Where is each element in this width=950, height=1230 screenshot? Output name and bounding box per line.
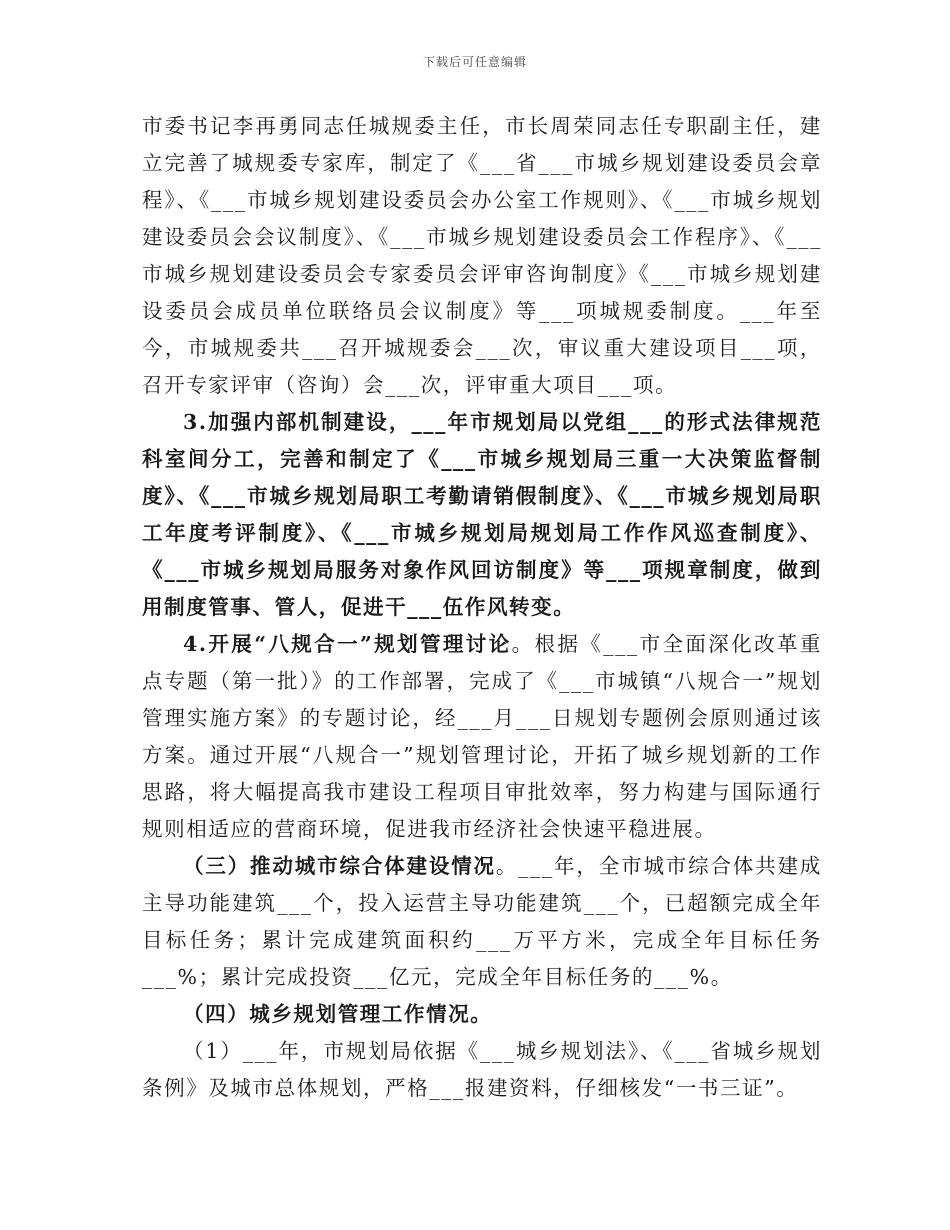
page-header: 下载后可任意编辑 xyxy=(422,55,527,69)
section-heading: （四）城乡规划管理工作情况。 xyxy=(183,1002,493,1026)
paragraph-item-1: （1）___年，市规划局依据《___城乡规划法》、《___省城乡规划条例》及城市总体规划，严格___报建资料，仔细核发“一书三证”。 xyxy=(142,1039,822,1100)
section-heading: （三）推动城市综合体建设情况 xyxy=(183,854,496,878)
document-body xyxy=(142,108,822,1107)
paragraph-heading: 4.开展“八规合一”规划管理讨论 xyxy=(183,632,512,656)
paragraph-complex-construction xyxy=(142,848,822,996)
paragraph-eight-plans xyxy=(142,626,822,848)
paragraph-internal-mechanism: 3.加强内部机制建设，___年市规划局以党组___的形式法律规范科室间分工，完善和制定了《___市城乡规划局三重一大决策监督制度》、《___市城乡规划局职工考勤请销假制度》、《___市城乡规划局职工年度考评制度》、《___市城乡规划局规划局工作作风巡查制度》、《___市城乡规划局服务对象作风回访制度》等___项规章制度，做到用制度管事、管人，促进干___伍作风转变。 xyxy=(142,410,822,619)
paragraph-planning-management xyxy=(142,996,822,1033)
paragraph-committee: 市委书记李再勇同志任城规委主任，市长周荣同志任专职副主任，建立完善了城规委专家库，制定了《___省___市城乡规划建设委员会章程》、《___市城乡规划建设委员会办公室工作规则》、《___市城乡规划建设委员会会议制度》、《___市城乡规划建设委员会工作程序》、《___市城乡规划建设委员会专家委员会评审咨询制度》《___市城乡规划建设委员会成员单位联络员会议制度》等___项城规委制度。___年至今，市城规委共___召开城规委会___次，审议重大建设项目___项，召开专家评审（咨询）会___次，评审重大项目___项。 xyxy=(142,114,822,397)
paragraph-body: 。___年，全市城市综合体共建成主导功能建筑___个，投入运营主导功能建筑___个，已超额完成全年目标任务；累计完成建筑面积约___万平方米，完成全年目标任务___%；累计完成投资___亿元，完成全年目标任务的___%。 xyxy=(142,854,822,989)
paragraph-body: 。根据《___市全面深化改革重点专题（第一批）》的工作部署，完成了《___市城镇“八规合一”规划管理实施方案》的专题讨论，经___月___日规划专题例会原则通过该方案。通过开展“八规合一”规划管理讨论，开拓了城乡规划新的工作思路，将大幅提高我市建设工程项目审批效率，努力构建与国际通行规则相适应的营商环境，促进我市经济社会快速平稳进展。 xyxy=(142,632,822,841)
